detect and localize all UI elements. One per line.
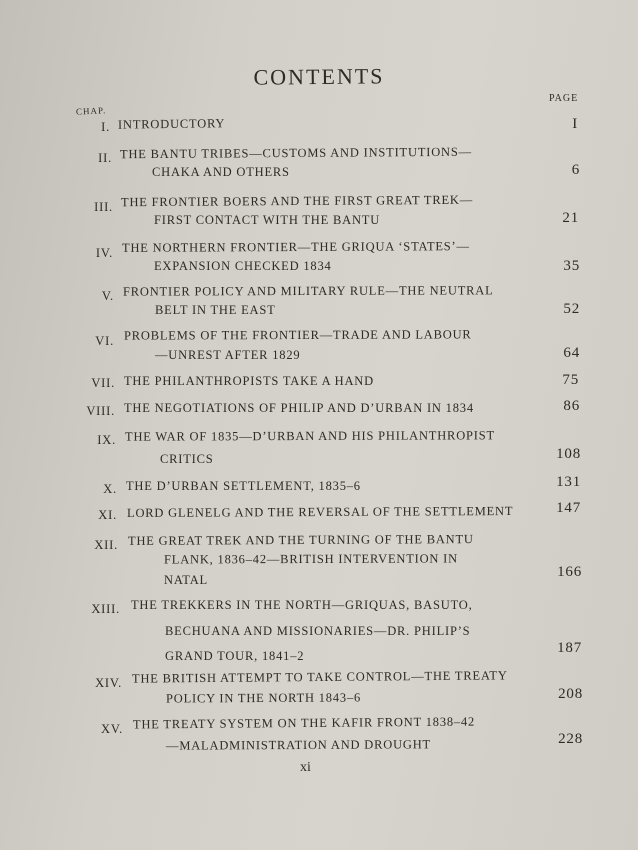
chapter-title-line: PROBLEMS OF THE FRONTIER—TRADE AND LABOUR — [123, 327, 472, 343]
chapter-title-line: NATAL — [164, 573, 208, 587]
chapter-title-line: THE TREATY SYSTEM ON THE KAFIR FRONT 1838–42 — [132, 714, 476, 732]
page-number: 108 — [556, 446, 581, 462]
chapter-title-line: —MALADMINISTRATION AND DROUGHT — [165, 737, 432, 753]
chapter-numeral: XII. — [94, 538, 118, 552]
page-title: CONTENTS — [253, 63, 385, 90]
page-number: 147 — [556, 500, 581, 516]
chapter-numeral: V. — [101, 289, 114, 303]
chapter-title-line: EXPANSION CHECKED 1834 — [154, 259, 332, 273]
page-number: 64 — [563, 345, 580, 361]
chapter-title-line: THE BANTU TRIBES—CUSTOMS AND INSTITUTIONS— — [119, 144, 472, 162]
chapter-numeral: XIV. — [95, 676, 122, 690]
chapter-title-line: THE NEGOTIATIONS OF PHILIP AND D’URBAN IN 1834 — [124, 401, 474, 415]
chapter-numeral: III. — [94, 200, 113, 214]
page-number: 75 — [562, 372, 579, 388]
chapter-title-line: LORD GLENELG AND THE REVERSAL OF THE SETTLEMENT — [126, 503, 514, 521]
chapter-numeral: XIII. — [91, 602, 120, 616]
chapter-title-line: FLANK, 1836–42—BRITISH INTERVENTION IN — [163, 551, 458, 567]
chapter-numeral: II. — [98, 151, 112, 165]
page-number: 35 — [563, 258, 580, 274]
chapter-title-line: THE PHILANTHROPISTS TAKE A HAND — [124, 374, 374, 388]
chapter-numeral: VII. — [91, 376, 115, 390]
chapter-title-line: THE D’URBAN SETTLEMENT, 1835–6 — [126, 479, 361, 493]
page-number: 131 — [556, 474, 581, 490]
chapter-numeral: IX. — [97, 433, 116, 447]
chapter-numeral: I. — [101, 120, 110, 134]
page-number: 86 — [563, 398, 580, 414]
page-column-label: PAGE — [549, 93, 579, 104]
chap-column-label: CHAP. — [75, 105, 107, 117]
page-number: 187 — [557, 640, 582, 656]
chapter-title-line: FIRST CONTACT WITH THE BANTU — [154, 213, 381, 227]
chapter-numeral: VI. — [95, 334, 114, 348]
page-number: 21 — [562, 210, 579, 226]
chapter-title-line: THE WAR OF 1835—D’URBAN AND HIS PHILANTHROPIST — [124, 428, 495, 444]
page-folio: xi — [300, 760, 311, 775]
chapter-title-line: BELT IN THE EAST — [155, 303, 276, 317]
page-number: 52 — [563, 301, 580, 317]
chapter-title-line: THE FRONTIER BOERS AND THE FIRST GREAT TREK— — [120, 192, 474, 210]
page-number: 6 — [571, 162, 580, 178]
chapter-title-line: INTRODUCTORY — [117, 116, 226, 132]
chapter-title-line: FRONTIER POLICY AND MILITARY RULE—THE NEUTRAL — [122, 283, 494, 299]
chapter-numeral: VIII. — [86, 404, 115, 418]
chapter-title-line: —UNREST AFTER 1829 — [155, 348, 301, 362]
page-number: 208 — [558, 686, 583, 702]
chapter-title-line: THE GREAT TREK AND THE TURNING OF THE BANTU — [127, 532, 474, 548]
chapter-title-line: BECHUANA AND MISSIONARIES—DR. PHILIP’S — [165, 624, 471, 638]
chapter-title-line: THE TREKKERS IN THE NORTH—GRIQUAS, BASUTO, — [131, 598, 473, 612]
chapter-title-line: POLICY IN THE NORTH 1843–6 — [165, 690, 362, 706]
chapter-numeral: IV. — [95, 246, 113, 260]
page-number: 228 — [558, 731, 583, 747]
chapter-numeral: XI. — [98, 508, 117, 522]
chapter-title-line: CHAKA AND OTHERS — [152, 165, 290, 179]
chapter-numeral: X. — [103, 482, 117, 496]
chapter-numeral: XV. — [101, 722, 123, 736]
page-number: I — [572, 116, 578, 132]
chapter-title-line: THE BRITISH ATTEMPT TO TAKE CONTROL—THE TREATY — [131, 668, 508, 686]
chapter-title-line: GRAND TOUR, 1841–2 — [165, 649, 305, 663]
page-number: 166 — [557, 564, 582, 580]
chapter-title-line: CRITICS — [160, 452, 214, 466]
chapter-title-line: THE NORTHERN FRONTIER—THE GRIQUA ‘STATES’— — [121, 239, 470, 255]
